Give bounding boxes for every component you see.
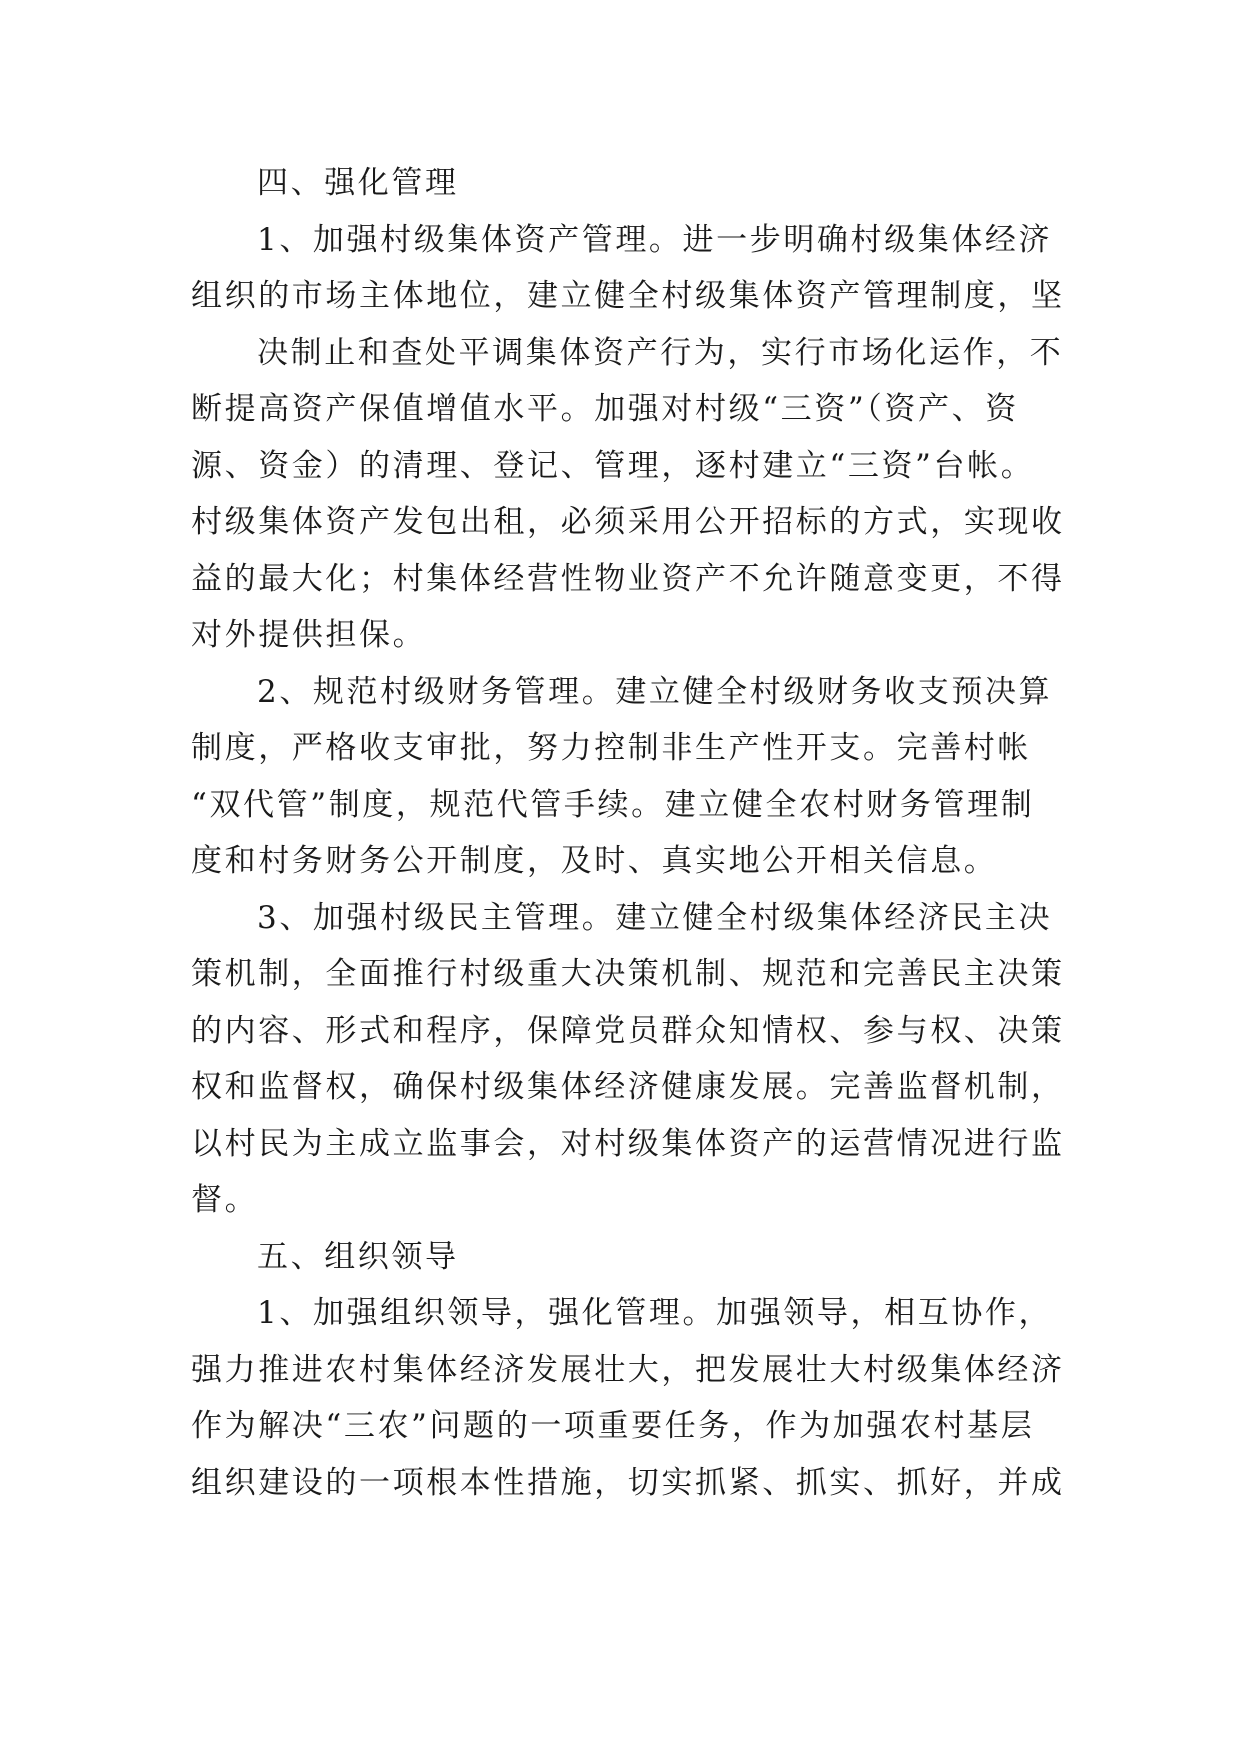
paragraph-line: 度和村务财务公开制度，及时、真实地公开相关信息。	[191, 843, 998, 879]
paragraph-line: 的内容、形式和程序，保障党员群众知情权、参与权、决策	[191, 1012, 1065, 1049]
paragraph-line: 1、加强村级集体资产管理。进一步明确村级集体经济	[257, 221, 1053, 258]
section-heading: 五、组织领导	[257, 1238, 459, 1275]
paragraph-line: 2、规范村级财务管理。建立健全村级财务收支预决算	[257, 673, 1053, 710]
paragraph-line: 对外提供担保。	[191, 617, 427, 653]
paragraph-line: 组织的市场主体地位，建立健全村级集体资产管理制度，坚	[191, 278, 1065, 314]
paragraph-line: 益的最大化；村集体经营性物业资产不允许随意变更，不得	[191, 560, 1065, 597]
paragraph-line: 强力推进农村集体经济发展壮大，把发展壮大村级集体经济	[191, 1351, 1065, 1388]
paragraph-line: 权和监督权，确保村级集体经济健康发展。完善监督机制，	[191, 1069, 1065, 1105]
document-body	[191, 155, 1065, 1511]
paragraph-line: 源、资金）的清理、登记、管理，逐村建立“三资”台帐。	[191, 447, 1035, 484]
paragraph-line: “双代管”制度，规范代管手续。建立健全农村财务管理制	[191, 786, 1035, 823]
paragraph-line: 以村民为主成立监事会，对村级集体资产的运营情况进行监	[191, 1125, 1065, 1162]
paragraph-line: 策机制，全面推行村级重大决策机制、规范和完善民主决策	[191, 956, 1065, 992]
paragraph-line: 组织建设的一项根本性措施，切实抓紧、抓实、抓好，并成	[191, 1464, 1065, 1501]
paragraph-line: 村级集体资产发包出租，必须采用公开招标的方式，实现收	[191, 504, 1065, 540]
paragraph-line: 3、加强村级民主管理。建立健全村级集体经济民主决	[257, 899, 1053, 936]
paragraph-line: 督。	[191, 1182, 259, 1218]
paragraph-line: 决制止和查处平调集体资产行为，实行市场化运作，不	[257, 334, 1064, 371]
paragraph-line: 作为解决“三农”问题的一项重要任务，作为加强农村基层	[191, 1408, 1035, 1444]
paragraph-line: 制度，严格收支审批，努力控制非生产性开支。完善村帐	[191, 730, 1031, 766]
paragraph-line: 断提高资产保值增值水平。加强对村级“三资”（资产、资	[191, 391, 1019, 427]
paragraph-line: 1、加强组织领导，强化管理。加强领导，相互协作，	[257, 1295, 1053, 1331]
section-heading: 四、强化管理	[257, 165, 459, 201]
